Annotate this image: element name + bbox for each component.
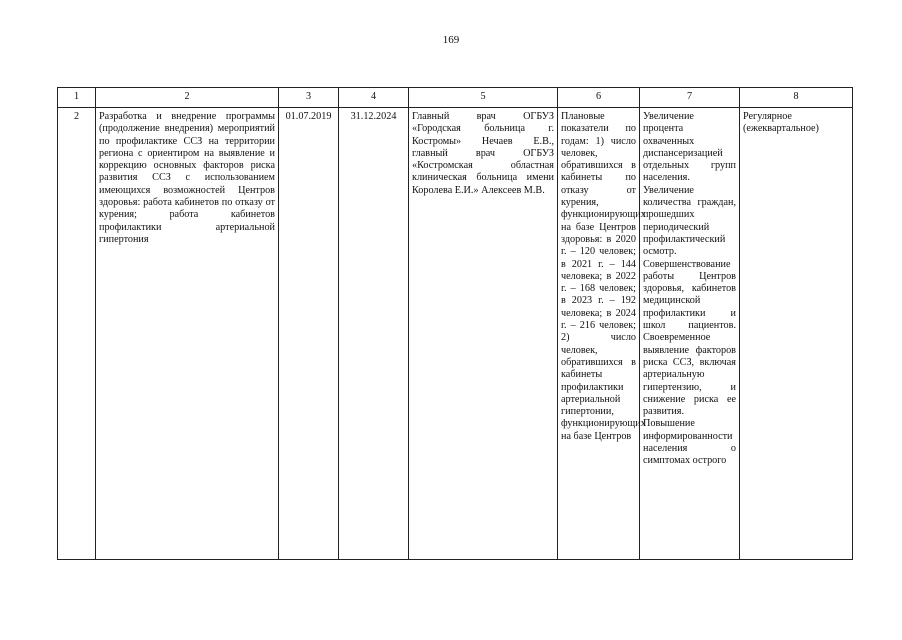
header-cell: 2 <box>96 88 279 108</box>
header-cell: 6 <box>558 88 640 108</box>
header-cell: 5 <box>409 88 558 108</box>
table-row <box>58 108 853 560</box>
header-cell: 4 <box>339 88 409 108</box>
end-date: 31.12.2024 <box>339 108 409 560</box>
reporting-frequency: Регулярное (ежеквартальное) <box>740 108 853 560</box>
event-description: Разработка и внедрение программы (продолжение внедрения) мероприятий по профилактике ССЗ на территории региона с ориентиром на выявление и коррекцию основных факторов риска развития ССЗ с использованием имеющихся возможностей Центров здоровья: работа кабинетов по отказу от курения; работа кабинетов профилактики артериальной гипертония <box>96 108 279 560</box>
responsible-persons: Главный врач ОГБУЗ «Городская больница г. Костромы» Нечаев Е.В., главный врач ОГБУЗ «Костромская областная клиническая больница имени Королева Е.И.» Алексеев М.В. <box>409 108 558 560</box>
start-date: 01.07.2019 <box>279 108 339 560</box>
expected-result: Увеличение процента охваченных диспансеризацией отдельных групп населения. Увеличение количества граждан, прошедших периодический профилактический осмотр. Совершенствование работы Центров здоровья, кабинетов медицинской профилактики и школ пациентов. Своевременное выявление факторов риска ССЗ, включая артериальную гипертензию, и снижение риска ее развития. Повышение информированности населения о симптомах острого <box>640 108 740 560</box>
planned-indicators: Плановые показатели по годам: 1) число человек, обратившихся в кабинеты по отказу от курения, функционирующих на базе Центров здоровья: в 2020 г. – 120 человек; в 2021 г. – 144 человека; в 2022 г. – 168 человек; в 2023 г. – 192 человека; в 2024 г. – 216 человек; 2) число человек, обратившихся в кабинеты профилактики артериальной гипертонии, функционирующих на базе Центров <box>558 108 640 560</box>
header-cell: 3 <box>279 88 339 108</box>
measures-table <box>57 87 853 560</box>
page-number: 169 <box>442 34 460 46</box>
header-cell: 7 <box>640 88 740 108</box>
header-cell: 8 <box>740 88 853 108</box>
table-header-row <box>58 88 853 108</box>
header-cell: 1 <box>58 88 96 108</box>
row-number: 2 <box>58 108 96 560</box>
